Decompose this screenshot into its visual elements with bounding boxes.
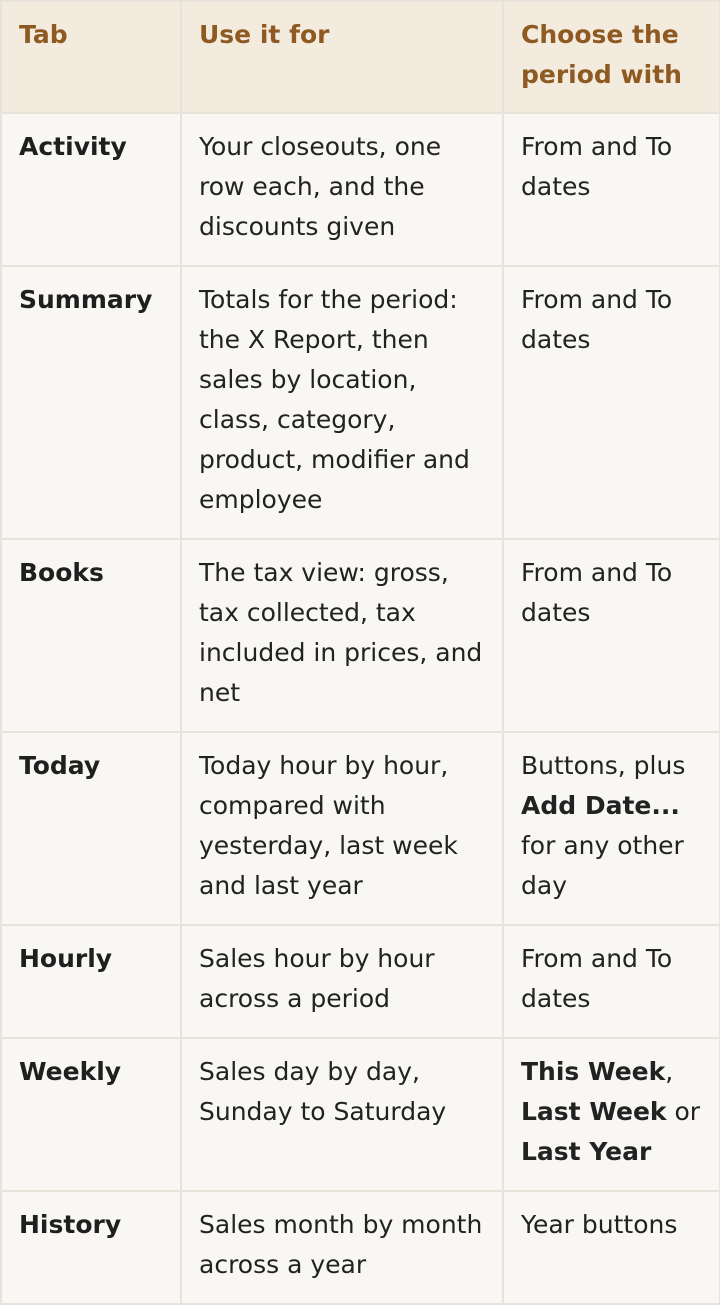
tab-name-cell: Activity (1, 113, 181, 266)
use-cell: Today hour by hour, compared with yesterday, last week and last year (181, 732, 503, 925)
tab-name-cell: Books (1, 539, 181, 732)
tab-name-cell: Summary (1, 266, 181, 539)
this-week-button-label: This Week (521, 1057, 666, 1086)
separator-text: or (674, 1097, 701, 1126)
tab-name-cell: History (1, 1191, 181, 1304)
column-header-period: Choose the period with (503, 1, 720, 113)
period-cell: From and To dates (503, 925, 720, 1038)
tab-name-cell: Hourly (1, 925, 181, 1038)
use-cell: The tax view: gross, tax collected, tax included in prices, and net (181, 539, 503, 732)
period-cell: From and To dates (503, 113, 720, 266)
table-row-summary (1, 266, 720, 539)
last-year-button-label: Last Year (521, 1137, 652, 1166)
table-row-weekly (1, 1038, 720, 1191)
last-week-button-label: Last Week (521, 1097, 667, 1126)
period-cell (503, 1038, 720, 1191)
header-row (1, 1, 720, 113)
period-cell: From and To dates (503, 266, 720, 539)
table-row-hourly (1, 925, 720, 1038)
period-text: Buttons, plus (521, 751, 686, 780)
use-cell: Totals for the period: the X Report, then sales by location, class, category, product, modifier and employee (181, 266, 503, 539)
table-row-history (1, 1191, 720, 1304)
table-body (1, 113, 720, 1304)
period-cell (503, 732, 720, 925)
use-cell: Sales hour by hour across a period (181, 925, 503, 1038)
separator-text: , (665, 1057, 674, 1086)
tab-name-cell: Weekly (1, 1038, 181, 1191)
use-cell: Sales day by day, Sunday to Saturday (181, 1038, 503, 1191)
table-row-activity (1, 113, 720, 266)
add-date-button-label: Add Date... (521, 791, 680, 820)
column-header-use: Use it for (181, 1, 503, 113)
period-cell: Year buttons (503, 1191, 720, 1304)
period-text: for any other day (521, 831, 684, 900)
use-cell: Sales month by month across a year (181, 1191, 503, 1304)
table-row-today (1, 732, 720, 925)
column-header-tab: Tab (1, 1, 181, 113)
tab-name-cell: Today (1, 732, 181, 925)
period-cell: From and To dates (503, 539, 720, 732)
table-header (1, 1, 720, 113)
table-row-books (1, 539, 720, 732)
use-cell: Your closeouts, one row each, and the discounts given (181, 113, 503, 266)
